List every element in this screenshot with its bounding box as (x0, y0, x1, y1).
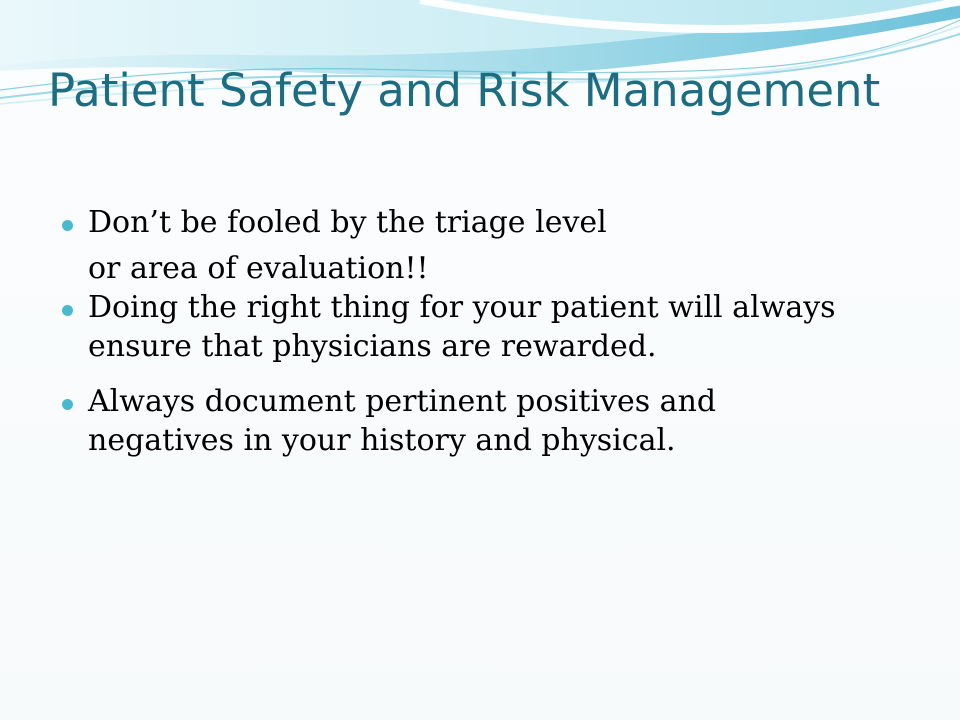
bullet-line-1-2: or area of evaluation!! (88, 251, 429, 286)
bullet-list (62, 203, 912, 460)
bullet-item-3 (62, 382, 912, 460)
bullet-line-3-1: Always document pertinent positives and (88, 384, 717, 419)
slide-title: Patient Safety and Risk Management (48, 64, 881, 117)
bullet-item-1 (62, 203, 912, 242)
bullet-icon (62, 305, 73, 316)
bullet-item-1-continuation (62, 249, 912, 288)
bullet-line-3-2: negatives in your history and physical. (88, 423, 676, 458)
bullet-item-2 (62, 288, 912, 366)
bullet-line-2-1: Doing the right thing for your patient will always (88, 290, 836, 325)
bullet-line-2-2: ensure that physicians are rewarded. (88, 329, 657, 364)
bullet-icon (62, 399, 73, 410)
bullet-icon (62, 220, 73, 231)
bullet-line-1-1: Don’t be fooled by the triage level (88, 205, 607, 240)
